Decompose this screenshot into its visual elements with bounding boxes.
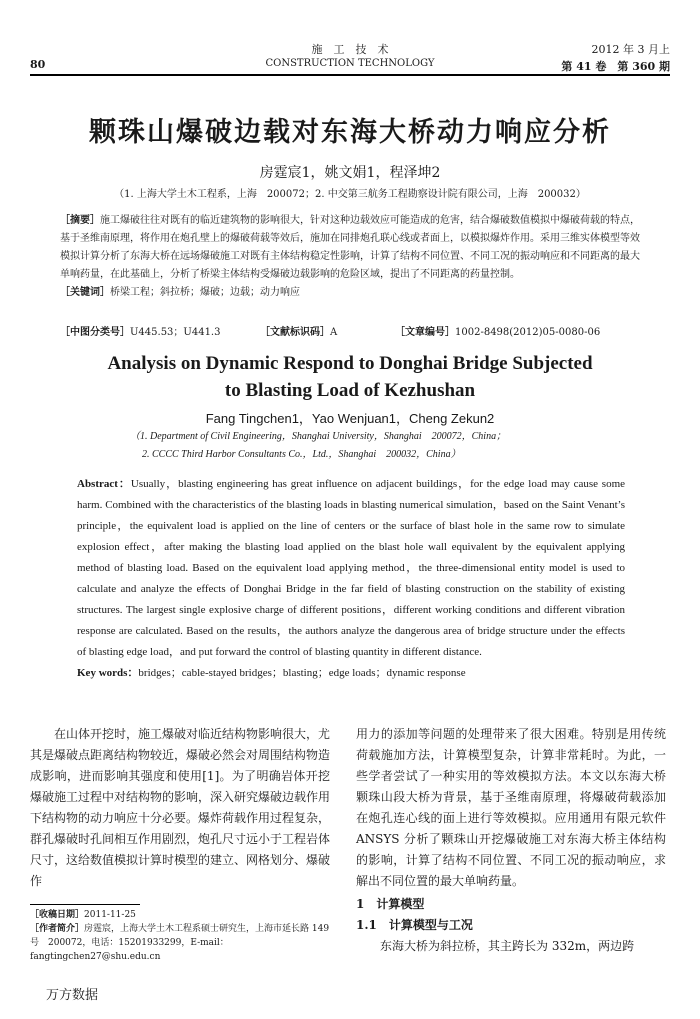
cn-abstract-text: 施工爆破往往对既有的临近建筑物的影响很大，针对这种边载效应可能造成的危害，结合爆破数值模拟中爆破荷载的特点，基于圣维南原理，将作用在炮孔壁上的爆破荷载等效后，施加在同排炮孔联心线或者面上，以模拟爆炸作用。采用三维实体模型等效模拟计算分析了东海大桥在远场爆破施工对既有主体结构稳定性影响，计算了结构不同位置、不同工况的振动响应和不同距离的最大单响药量，在此基础上，分析了桥梁主体结构受爆破边载影响的危险区域，提出了不同距离的药量控制。 <box>60 215 640 280</box>
en-keywords-label: Key words： <box>77 667 139 679</box>
doc-code-label: ［文献标识码］ <box>260 327 330 338</box>
cn-abstract <box>60 212 640 302</box>
journal-name-en: CONSTRUCTION TECHNOLOGY <box>265 58 435 69</box>
author-bio: 房霆宸，上海大学土木工程系硕士研究生，上海市延长路 149 号 200072，电话：15201933299，E-mail：fangtingchen27@shu.edu.cn <box>30 924 330 962</box>
body-right-column <box>356 724 666 957</box>
en-affiliation <box>130 428 630 464</box>
article-no-label: ［文章编号］ <box>395 327 455 338</box>
en-abstract-text: Usually，blasting engineering has great influence on adjacent buildings，for the edge load may cause some harm. Combined with the characteristics of the blasting loads in blasting numerical simulation，based on the Saint Venant’s principle，the equivalent load is applied on the line of centers or the surface of blast hole in the same row to simulate explosion effect，after making the blasting load applied on the blast hole wall equivalent by the equivalent applying method of blasting load. Based on the equivalent load applying method，the three-dimensional entity model is used to calculate and analyze the effects of Donghai Bridge in the far field of blasting construction on the stability of existing structures. The largest single explosive charge of different positions，different working conditions and different vibration response are calculated. Based on the results，the authors analyze the dangerous area of bridge structure under the effects of blasting edge load，and put forward the control of blasting quantity in different distance. <box>77 478 626 658</box>
section-1-heading: 1 计算模型 <box>356 897 425 911</box>
article-no-value: 1002-8498(2012)05-0080-06 <box>455 327 601 338</box>
received-label: ［收稿日期］ <box>30 910 85 920</box>
footnote <box>30 908 330 964</box>
clc-value: U445.53；U441.3 <box>130 327 221 338</box>
cn-classification-row <box>60 323 640 338</box>
journal-name-cn: 施 工 技 术 <box>311 43 389 56</box>
cn-keywords: 桥梁工程；斜拉桥；爆破；边载；动力响应 <box>110 287 300 298</box>
cn-abstract-label: ［摘要］ <box>60 215 100 226</box>
section-1-1-heading: 1.1 计算模型与工况 <box>356 918 473 932</box>
body-right-paragraph: 用力的添加等问题的处理带来了很大困难。特别是用传统荷载施加方法，计算模型复杂，计算非常耗时。为此，一些学者尝试了一种实用的等效模拟方法。本文以东海大桥颗珠山段大桥为背景，基于圣维南原理，将爆破荷载添加在炮孔连心线的面上进行等效模拟。应用通用有限元软件 ANSYS 分析了颗珠山开挖爆破施工对东海大桥主体结构的影响，计算了结构不同位置、不同工况的振动响应，求解出不同位置的最大单响药量。 <box>356 727 666 888</box>
en-abstract-label: Abstract： <box>77 478 131 490</box>
page-number: 80 <box>30 58 46 71</box>
body-left-column <box>30 724 330 892</box>
en-authors: Fang Tingchen1，Yao Wenjuan1，Cheng Zekun2 <box>205 411 495 426</box>
footnote-rule <box>30 904 140 905</box>
issue-volume: 第 41 卷 第 360 期 <box>561 60 670 73</box>
en-keywords: bridges；cable-stayed bridges；blasting；edge loads；dynamic response <box>138 667 466 679</box>
header-rule <box>30 74 670 76</box>
en-abstract <box>77 474 625 684</box>
cn-title: 颗珠山爆破边载对东海大桥动力响应分析 <box>89 117 611 148</box>
author-bio-label: ［作者简介］ <box>30 924 85 934</box>
watermark: 万方数据 <box>46 988 99 1003</box>
clc-label: ［中图分类号］ <box>60 327 130 338</box>
body-left-paragraph: 在山体开挖时，施工爆破对临近结构物影响很大，尤其是爆破点距离结构物较近，爆破必然会对周围结构物造成影响，进而影响其强度和使用[1]。为了明确岩体开挖爆破施工过程中对结构物的影响，深入研究爆破边载作用下结构物的动力响应十分必要。爆炸荷载作用过程复杂，群孔爆破时孔间相互作用剧烈，炮孔尺寸远小于工程岩体尺寸，这给数值模拟计算时模型的建立、网格划分、爆破作 <box>30 727 331 888</box>
issue-date: 2012 年 3 月上 <box>591 43 670 56</box>
cn-affiliation: （1. 上海大学土木工程系，上海 200072；2. 中交第三航务工程勘察设计院有限公司，上海 200032） <box>114 189 586 200</box>
en-title-line2: to Blasting Load of Kezhushan <box>224 380 476 401</box>
en-affiliation-1: （1. Department of Civil Engineering，Shanghai University，Shanghai 200072，China； <box>130 431 507 442</box>
doc-code-value: A <box>330 327 338 338</box>
cn-authors: 房霆宸1，姚文娟1，程泽坤2 <box>259 165 441 181</box>
section-1-1-text: 东海大桥为斜拉桥，其主跨长为 332m，两边跨 <box>380 939 635 953</box>
en-affiliation-2: 2. CCCC Third Harbor Consultants Co.，Ltd.，Shanghai 200032，China） <box>142 449 461 460</box>
en-title-line1: Analysis on Dynamic Respond to Donghai Bridge Subjected <box>107 353 593 374</box>
en-title <box>0 350 700 404</box>
cn-keywords-label: ［关键词］ <box>60 287 110 298</box>
received-date: 2011-11-25 <box>84 910 136 920</box>
